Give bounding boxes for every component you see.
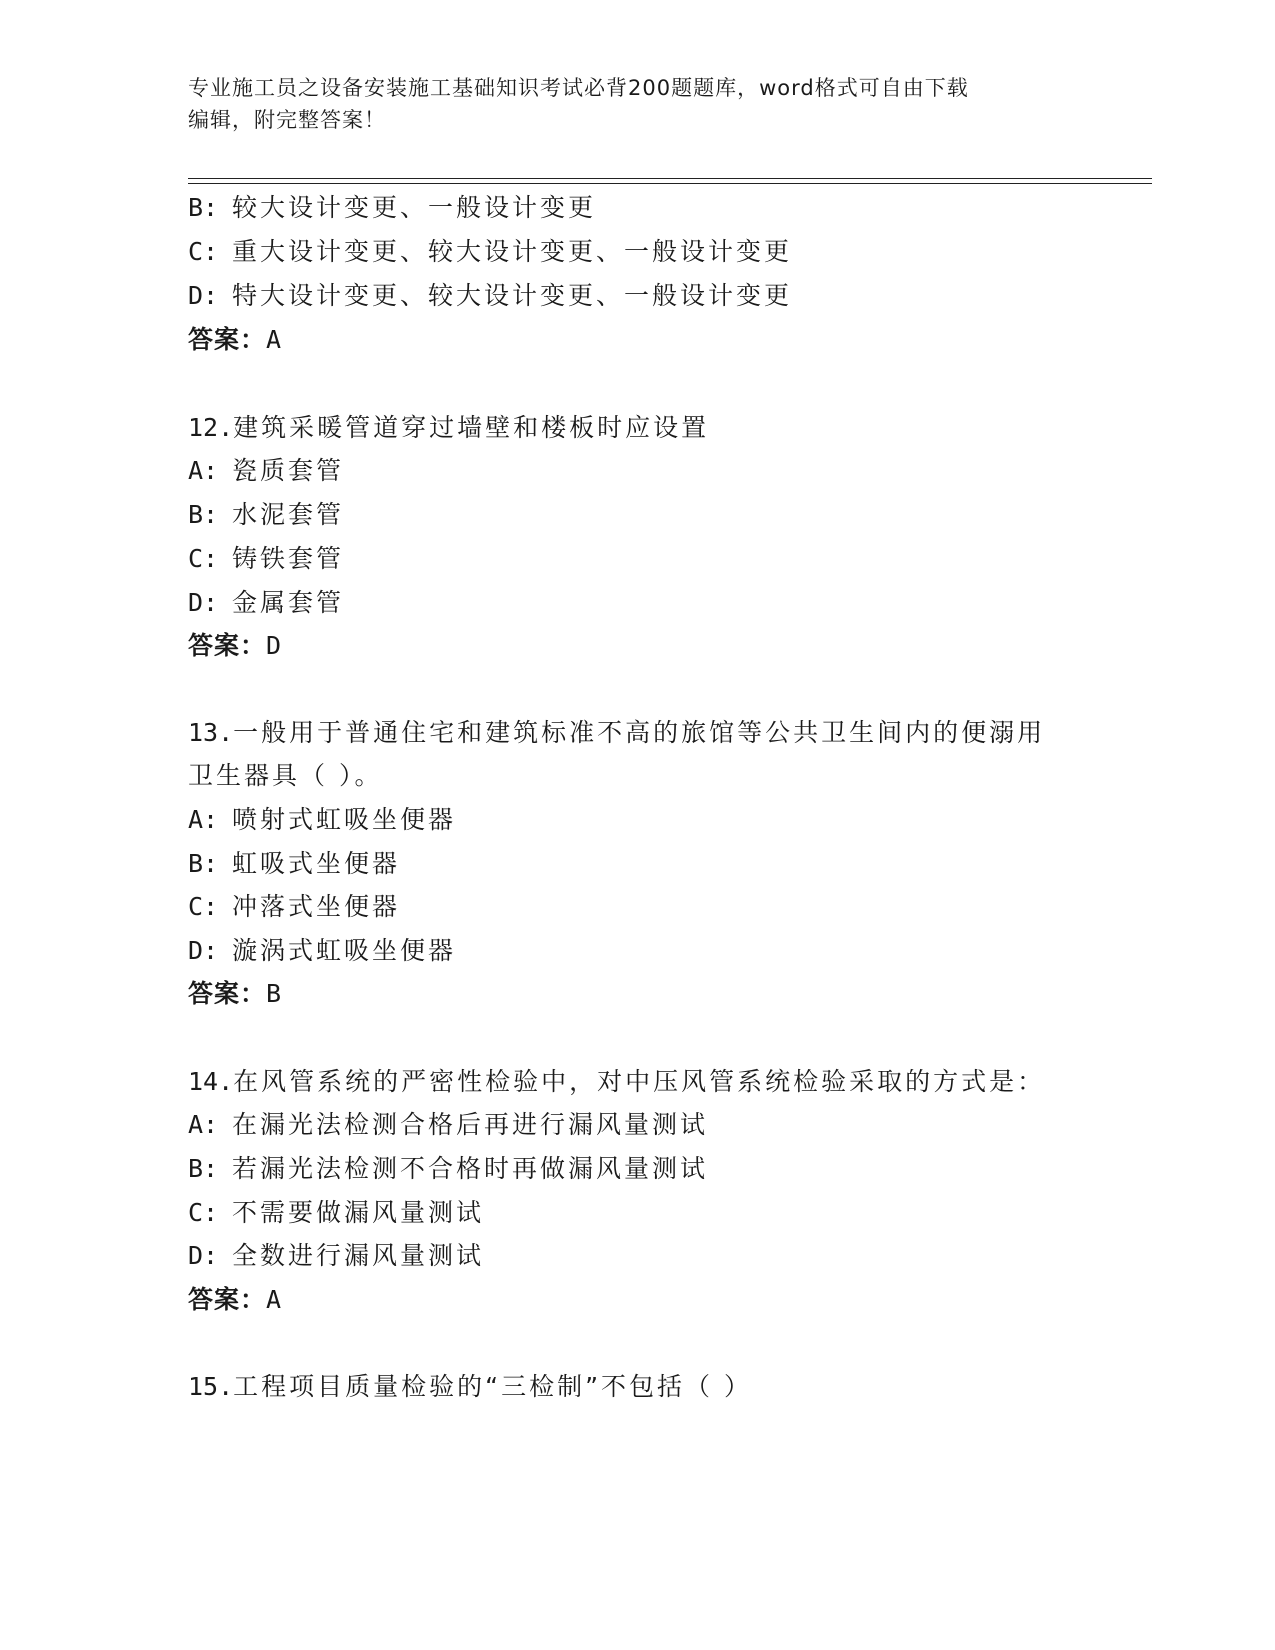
q13-option-d — [188, 933, 456, 969]
answer-label: 答案： — [188, 631, 267, 660]
option-text: 特大设计变更、较大设计变更、一般设计变更 — [232, 281, 793, 310]
option-text: 全数进行漏风量测试 — [232, 1241, 485, 1270]
header-divider-top — [188, 178, 1152, 179]
answer-label: 答案： — [188, 979, 267, 1008]
q12-option-d — [188, 585, 344, 621]
answer-value: D — [266, 631, 283, 660]
header-title-line-1: 专业施工员之设备安装施工基础知识考试必背200题题库，word格式可自由下载 — [188, 76, 969, 100]
q11-answer — [188, 322, 282, 358]
question-number: 13. — [188, 718, 234, 747]
q14-answer — [188, 1282, 282, 1318]
question-text: 一般用于普通住宅和建筑标准不高的旅馆等公共卫生间内的便溺用 — [233, 718, 1046, 747]
option-label: D: — [188, 281, 219, 310]
option-label: B: — [188, 849, 219, 878]
option-text: 金属套管 — [232, 588, 345, 617]
answer-value: B — [266, 979, 283, 1008]
question-text: 在风管系统的严密性检验中，对中压风管系统检验采取的方式是： — [233, 1067, 1046, 1096]
answer-label: 答案： — [188, 325, 267, 354]
q11-option-d — [188, 278, 792, 314]
q13-answer — [188, 976, 282, 1012]
option-label: A: — [188, 1110, 219, 1139]
option-label: C: — [188, 237, 219, 266]
question-text: 卫生器具（ ）。 — [188, 761, 383, 790]
q13-option-b — [188, 846, 400, 882]
option-text: 铸铁套管 — [232, 544, 345, 573]
option-text: 水泥套管 — [232, 500, 345, 529]
q14-option-c — [188, 1195, 484, 1231]
q14-option-b — [188, 1151, 708, 1187]
option-label: C: — [188, 892, 219, 921]
option-text: 重大设计变更、较大设计变更、一般设计变更 — [232, 237, 793, 266]
option-text: 冲落式坐便器 — [232, 892, 401, 921]
q11-option-c — [188, 234, 792, 270]
header-title-line-2: 编辑，附完整答案！ — [188, 108, 386, 132]
option-text: 若漏光法检测不合格时再做漏风量测试 — [232, 1154, 709, 1183]
q13-question-line-1 — [188, 715, 1045, 751]
document-header — [188, 72, 1088, 136]
option-text: 瓷质套管 — [232, 456, 345, 485]
q13-option-c — [188, 889, 400, 925]
q12-option-c — [188, 541, 344, 577]
option-label: B: — [188, 500, 219, 529]
question-number: 12. — [188, 413, 234, 442]
question-text: 建筑采暖管道穿过墙壁和楼板时应设置 — [233, 413, 710, 442]
q12-answer — [188, 628, 282, 664]
answer-label: 答案： — [188, 1285, 267, 1314]
option-text: 较大设计变更、一般设计变更 — [232, 193, 597, 222]
question-number: 15. — [188, 1372, 234, 1401]
option-label: D: — [188, 1241, 219, 1270]
option-text: 在漏光法检测合格后再进行漏风量测试 — [232, 1110, 709, 1139]
q12-option-b — [188, 497, 344, 533]
option-label: C: — [188, 544, 219, 573]
option-label: B: — [188, 1154, 219, 1183]
question-number: 14. — [188, 1067, 234, 1096]
answer-value: A — [266, 325, 283, 354]
option-label: D: — [188, 936, 219, 965]
option-label: A: — [188, 456, 219, 485]
q15-question — [188, 1369, 752, 1405]
option-text: 不需要做漏风量测试 — [232, 1198, 485, 1227]
q13-question-line-2 — [188, 758, 382, 794]
option-label: B: — [188, 193, 219, 222]
q13-option-a — [188, 802, 456, 838]
option-label: C: — [188, 1198, 219, 1227]
question-text: 工程项目质量检验的“三检制”不包括（ ） — [233, 1372, 753, 1401]
q12-option-a — [188, 453, 344, 489]
option-text: 漩涡式虹吸坐便器 — [232, 936, 457, 965]
header-divider-bottom — [188, 183, 1152, 184]
answer-value: A — [266, 1285, 283, 1314]
q12-question — [188, 410, 709, 446]
option-text: 虹吸式坐便器 — [232, 849, 401, 878]
option-label: A: — [188, 805, 219, 834]
option-label: D: — [188, 588, 219, 617]
q14-option-d — [188, 1238, 484, 1274]
option-text: 喷射式虹吸坐便器 — [232, 805, 457, 834]
q14-option-a — [188, 1107, 708, 1143]
q11-option-b — [188, 190, 596, 226]
q14-question — [188, 1064, 1045, 1100]
